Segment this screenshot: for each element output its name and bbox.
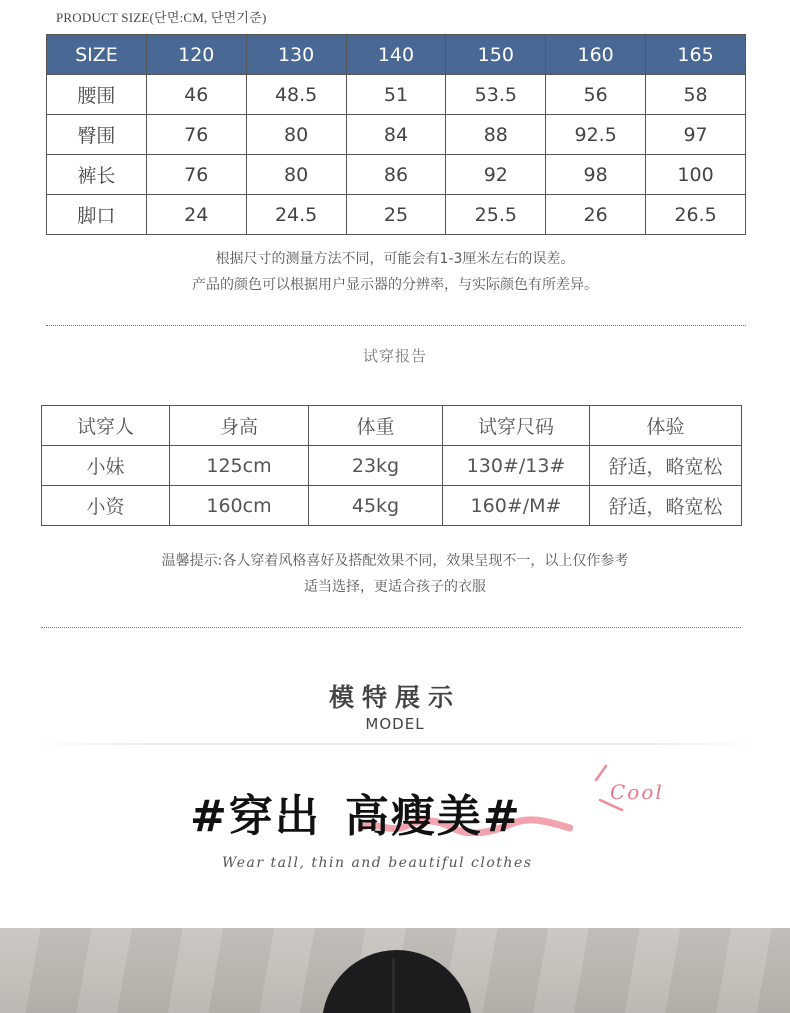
table-cell: 86	[346, 155, 446, 195]
table-row	[42, 446, 742, 486]
table-cell: 58	[646, 75, 746, 115]
section-divider	[30, 743, 765, 745]
table-cell: 98	[546, 155, 646, 195]
banner-headline-part1: #穿出	[190, 791, 321, 842]
size-note-line: 根据尺寸的测量方法不同，可能会有1-3厘米左右的误差。	[215, 251, 575, 267]
size-note-line: 产品的颜色可以根据用户显示器的分辨率，与实际颜色有所差异。	[192, 277, 598, 293]
table-cell: 56	[546, 75, 646, 115]
table-cell: 53.5	[446, 75, 546, 115]
table-row	[47, 75, 746, 115]
table-cell: 25	[346, 195, 446, 235]
try-on-header-cell: 身高	[170, 406, 309, 446]
try-on-header-cell: 试穿尺码	[443, 406, 590, 446]
table-cell: 小妹	[42, 446, 170, 486]
table-row	[47, 115, 746, 155]
try-on-note-line: 适当选择，更适合孩子的衣服	[304, 579, 486, 595]
size-header-cell: 140	[346, 35, 446, 75]
banner-headline	[190, 780, 522, 844]
size-notes	[0, 246, 790, 298]
table-cell: 160cm	[170, 486, 309, 526]
table-cell: 26.5	[646, 195, 746, 235]
try-on-header-cell: 体验	[590, 406, 742, 446]
table-cell: 92.5	[546, 115, 646, 155]
table-cell: 84	[346, 115, 446, 155]
size-header-cell: SIZE	[47, 35, 147, 75]
try-on-header-row	[42, 406, 742, 446]
size-chart-header-row	[47, 35, 746, 75]
size-header-cell: 130	[246, 35, 346, 75]
size-header-cell: 150	[446, 35, 546, 75]
table-cell: 舒适，略宽松	[590, 486, 742, 526]
model-title: 模特展示	[328, 683, 461, 712]
row-label: 脚口	[47, 195, 147, 235]
cap-seam	[392, 958, 395, 1013]
table-row	[42, 486, 742, 526]
table-cell: 25.5	[446, 195, 546, 235]
table-cell: 88	[446, 115, 546, 155]
banner-headline-part2: 高瘦美#	[344, 791, 522, 842]
table-cell: 130#/13#	[443, 446, 590, 486]
try-on-note-line: 温馨提示:各人穿着风格喜好及搭配效果不同，效果呈现不一，以上仅作参考	[161, 553, 629, 569]
size-chart-caption: PRODUCT SIZE(단면:CM, 단면기준)	[56, 10, 267, 25]
table-cell: 97	[646, 115, 746, 155]
table-cell: 100	[646, 155, 746, 195]
row-label: 裤长	[47, 155, 147, 195]
table-row	[47, 195, 746, 235]
banner-subtitle: Wear tall, thin and beautiful clothes	[222, 855, 533, 871]
table-cell: 125cm	[170, 446, 309, 486]
table-cell: 160#/M#	[443, 486, 590, 526]
table-cell: 舒适，略宽松	[590, 446, 742, 486]
cool-text: Cool	[610, 780, 664, 804]
row-label: 腰围	[47, 75, 147, 115]
try-on-title: 试穿报告	[362, 347, 427, 365]
dotted-divider	[46, 325, 746, 326]
try-on-notes	[0, 548, 790, 600]
table-cell: 26	[546, 195, 646, 235]
table-cell: 76	[146, 115, 246, 155]
size-header-cell: 160	[546, 35, 646, 75]
size-header-cell: 120	[146, 35, 246, 75]
table-cell: 23kg	[309, 446, 443, 486]
try-on-header-cell: 试穿人	[42, 406, 170, 446]
size-header-cell: 165	[646, 35, 746, 75]
table-cell: 48.5	[246, 75, 346, 115]
table-cell: 24.5	[246, 195, 346, 235]
table-cell: 80	[246, 155, 346, 195]
table-cell: 46	[146, 75, 246, 115]
dotted-divider	[41, 627, 741, 628]
table-cell: 80	[246, 115, 346, 155]
table-cell: 小资	[42, 486, 170, 526]
table-cell: 45kg	[309, 486, 443, 526]
size-chart-table	[46, 34, 746, 235]
try-on-header-cell: 体重	[309, 406, 443, 446]
table-cell: 76	[146, 155, 246, 195]
table-cell: 24	[146, 195, 246, 235]
table-cell: 92	[446, 155, 546, 195]
table-row	[47, 155, 746, 195]
try-on-table	[41, 405, 742, 526]
cool-decoration	[592, 760, 687, 822]
model-subtitle: MODEL	[365, 715, 425, 733]
model-photo	[0, 928, 790, 1013]
table-cell: 51	[346, 75, 446, 115]
row-label: 臀围	[47, 115, 147, 155]
